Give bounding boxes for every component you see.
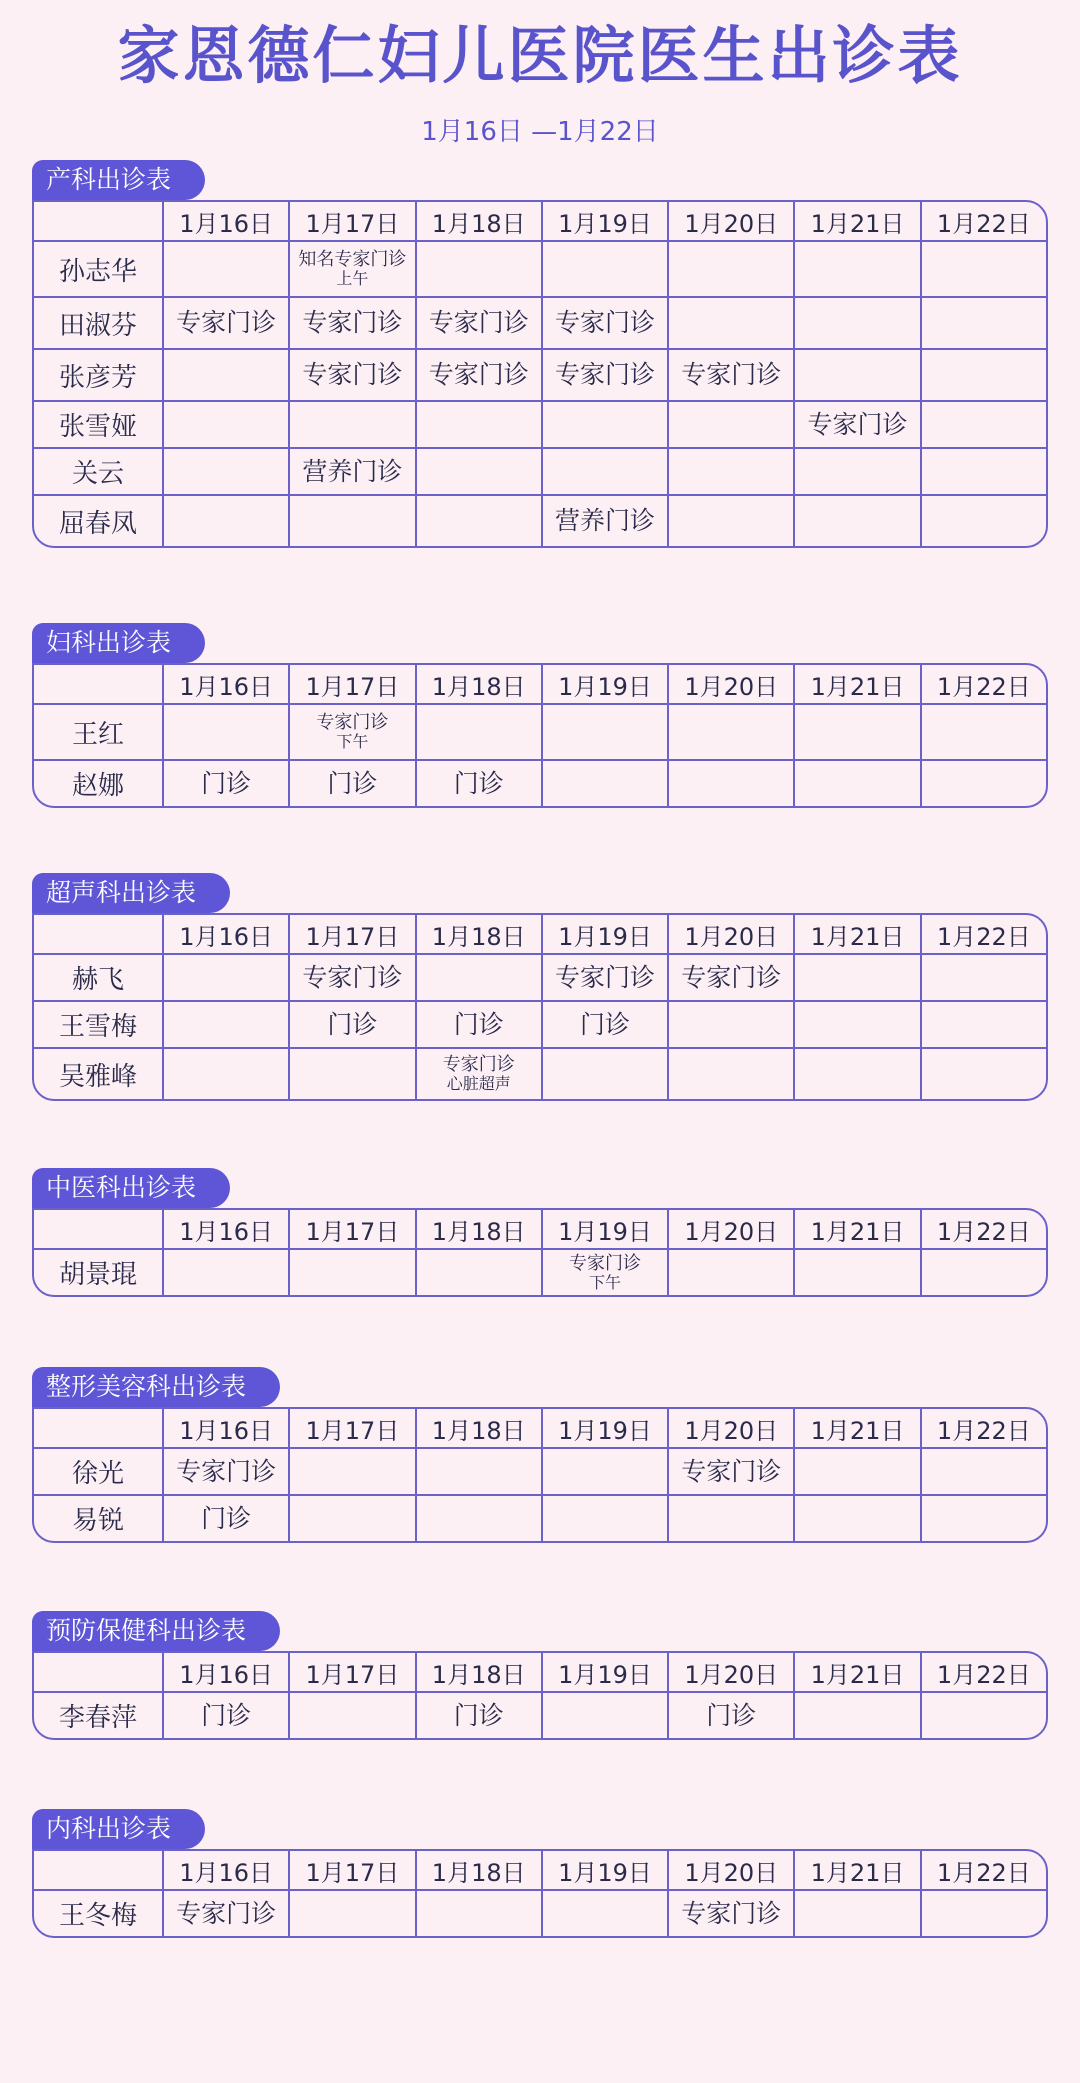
doctor-name-cell: 张彦芳 — [58, 362, 137, 393]
table-row — [34, 296, 1046, 348]
header-date-cell: 1月19日 — [541, 665, 667, 703]
schedule-cell — [920, 761, 1046, 806]
clinic-type-label: 专家门诊 — [428, 308, 529, 338]
schedule-cell — [793, 1049, 919, 1099]
table-header-row — [34, 1851, 1046, 1889]
header-corner-cell — [34, 1210, 162, 1248]
header-date-cell: 1月21日 — [793, 915, 919, 953]
header-date-cell: 1月21日 — [793, 1653, 919, 1691]
header-date-cell: 1月16日 — [162, 915, 288, 953]
schedule-cell — [541, 402, 667, 447]
clinic-type-label: 营养门诊 — [554, 506, 655, 536]
table-row — [34, 1494, 1046, 1541]
schedule-cell — [793, 449, 919, 494]
clinic-time-label: 上午 — [336, 269, 369, 289]
table-row — [34, 1447, 1046, 1494]
schedule-cell — [920, 955, 1046, 1000]
doctor-name-cell: 赵娜 — [71, 771, 124, 801]
schedule-cell — [162, 402, 288, 447]
doctor-name-cell: 王冬梅 — [58, 1901, 137, 1931]
schedule-cell — [920, 1049, 1046, 1099]
schedule-cell — [667, 761, 793, 806]
clinic-type-label: 门诊 — [453, 768, 504, 798]
section-title-tab: 中医科出诊表 — [32, 1168, 230, 1208]
table-header-row — [34, 1653, 1046, 1691]
doctor-name-cell: 王雪梅 — [58, 1012, 137, 1042]
schedule-cell — [667, 1002, 793, 1047]
schedule-cell — [541, 1049, 667, 1099]
schedule-cell — [793, 402, 919, 447]
header-date-cell: 1月19日 — [541, 1653, 667, 1691]
header-date-cell: 1月20日 — [667, 1653, 793, 1691]
clinic-type-label: 营养门诊 — [302, 456, 403, 486]
header-date-cell: 1月16日 — [162, 665, 288, 703]
schedule-table — [32, 913, 1048, 1101]
clinic-type-label: 门诊 — [201, 1700, 252, 1730]
table-row — [34, 1000, 1046, 1047]
schedule-table — [32, 663, 1048, 808]
schedule-cell — [541, 1496, 667, 1541]
header-date-cell: 1月19日 — [541, 202, 667, 240]
schedule-cell — [415, 1002, 541, 1047]
header-corner-cell — [34, 1409, 162, 1447]
schedule-cell — [920, 1891, 1046, 1936]
header-date-cell: 1月22日 — [920, 202, 1046, 240]
schedule-cell — [541, 242, 667, 296]
schedule-cell — [162, 1891, 288, 1936]
table-row — [34, 348, 1046, 400]
schedule-cell — [288, 1693, 414, 1738]
schedule-table — [32, 1651, 1048, 1740]
header-corner-cell — [34, 915, 162, 953]
schedule-cell — [288, 1002, 414, 1047]
table-row — [34, 1889, 1046, 1936]
clinic-type-label: 门诊 — [579, 1009, 630, 1039]
schedule-cell — [667, 449, 793, 494]
section-title-tab: 整形美容科出诊表 — [32, 1367, 280, 1407]
table-header-row — [34, 202, 1046, 240]
schedule-cell — [162, 1693, 288, 1738]
schedule-cell — [415, 496, 541, 546]
schedule-table — [32, 1407, 1048, 1543]
schedule-cell — [162, 955, 288, 1000]
schedule-cell — [793, 955, 919, 1000]
clinic-time-label: 下午 — [336, 732, 369, 752]
page-title: 家恩德仁妇儿医院医生出诊表 — [117, 19, 963, 92]
clinic-type-label: 专家门诊 — [176, 1456, 277, 1486]
schedule-cell — [415, 1891, 541, 1936]
schedule-cell — [920, 1250, 1046, 1295]
section-title-tab: 预防保健科出诊表 — [32, 1611, 280, 1651]
schedule-cell — [415, 449, 541, 494]
schedule-cell — [162, 761, 288, 806]
schedule-cell — [288, 402, 414, 447]
header-date-cell: 1月20日 — [667, 665, 793, 703]
schedule-cell — [541, 955, 667, 1000]
table-header-row — [34, 665, 1046, 703]
schedule-cell — [288, 242, 414, 296]
clinic-type-label: 专家门诊 — [302, 962, 403, 992]
table-row — [34, 703, 1046, 759]
clinic-type-label: 门诊 — [201, 1503, 252, 1533]
schedule-cell — [288, 298, 414, 348]
schedule-cell — [541, 1891, 667, 1936]
schedule-cell — [415, 955, 541, 1000]
header-corner-cell — [34, 202, 162, 240]
table-row — [34, 447, 1046, 494]
header-date-cell: 1月19日 — [541, 1409, 667, 1447]
clinic-type-label: 门诊 — [201, 768, 252, 798]
header-date-cell: 1月22日 — [920, 1409, 1046, 1447]
schedule-cell — [162, 1002, 288, 1047]
clinic-type-label: 专家门诊 — [442, 1054, 515, 1076]
doctor-name-cell: 关云 — [71, 459, 124, 489]
header-date-cell: 1月22日 — [920, 915, 1046, 953]
doctor-name-cell: 屈春凤 — [58, 508, 137, 539]
clinic-type-label: 门诊 — [706, 1700, 757, 1730]
header-date-cell: 1月22日 — [920, 1653, 1046, 1691]
schedule-cell — [793, 1693, 919, 1738]
header-date-cell: 1月18日 — [415, 665, 541, 703]
header-date-cell: 1月20日 — [667, 915, 793, 953]
section-title-tab: 妇科出诊表 — [32, 623, 205, 663]
table-row — [34, 1047, 1046, 1099]
schedule-cell — [541, 1449, 667, 1494]
schedule-cell — [541, 705, 667, 759]
schedule-cell — [541, 1250, 667, 1295]
schedule-cell — [920, 242, 1046, 296]
schedule-cell — [920, 496, 1046, 546]
doctor-name-cell: 胡景琨 — [58, 1260, 137, 1290]
schedule-cell — [288, 761, 414, 806]
header-date-cell: 1月19日 — [541, 1210, 667, 1248]
schedule-cell — [288, 496, 414, 546]
table-header-row — [34, 1409, 1046, 1447]
schedule-cell — [288, 705, 414, 759]
clinic-type-label: 专家门诊 — [428, 360, 529, 390]
schedule-cell — [667, 1496, 793, 1541]
header-date-cell: 1月17日 — [288, 202, 414, 240]
schedule-cell — [793, 1002, 919, 1047]
schedule-cell — [415, 298, 541, 348]
clinic-type-label: 专家门诊 — [176, 1898, 277, 1928]
header-date-cell: 1月18日 — [415, 1210, 541, 1248]
schedule-cell — [667, 242, 793, 296]
schedule-table — [32, 1849, 1048, 1938]
clinic-type-label: 专家门诊 — [554, 360, 655, 390]
schedule-cell — [920, 298, 1046, 348]
schedule-cell — [162, 705, 288, 759]
doctor-name-cell: 王红 — [71, 719, 124, 750]
header-date-cell: 1月16日 — [162, 202, 288, 240]
header-date-cell: 1月20日 — [667, 202, 793, 240]
header-date-cell: 1月20日 — [667, 1210, 793, 1248]
schedule-cell — [541, 496, 667, 546]
clinic-type-label: 门诊 — [327, 1009, 378, 1039]
clinic-type-label: 专家门诊 — [176, 308, 277, 338]
schedule-cell — [667, 350, 793, 400]
clinic-type-label: 专家门诊 — [316, 712, 389, 734]
section-title-tab: 内科出诊表 — [32, 1809, 205, 1849]
schedule-cell — [415, 402, 541, 447]
schedule-cell — [162, 1449, 288, 1494]
schedule-cell — [541, 761, 667, 806]
header-date-cell: 1月19日 — [541, 915, 667, 953]
header-date-cell: 1月20日 — [667, 1851, 793, 1889]
header-date-cell: 1月17日 — [288, 1653, 414, 1691]
schedule-cell — [667, 496, 793, 546]
table-row — [34, 400, 1046, 447]
schedule-cell — [920, 1002, 1046, 1047]
schedule-cell — [920, 402, 1046, 447]
header-date-cell: 1月17日 — [288, 1409, 414, 1447]
schedule-cell — [667, 705, 793, 759]
header-date-cell: 1月18日 — [415, 202, 541, 240]
schedule-cell — [793, 496, 919, 546]
clinic-time-label: 下午 — [588, 1272, 621, 1292]
doctor-name-cell: 张雪娅 — [58, 412, 137, 442]
table-header-row — [34, 915, 1046, 953]
table-row — [34, 953, 1046, 1000]
header-date-cell: 1月16日 — [162, 1210, 288, 1248]
schedule-cell — [667, 1693, 793, 1738]
schedule-cell — [288, 1891, 414, 1936]
schedule-cell — [920, 350, 1046, 400]
header-date-cell: 1月17日 — [288, 665, 414, 703]
section-title-tab: 产科出诊表 — [32, 160, 205, 200]
header-date-cell: 1月18日 — [415, 1409, 541, 1447]
clinic-type-label: 专家门诊 — [554, 962, 655, 992]
schedule-cell — [667, 298, 793, 348]
header-date-cell: 1月19日 — [541, 1851, 667, 1889]
header-date-cell: 1月16日 — [162, 1409, 288, 1447]
schedule-cell — [415, 350, 541, 400]
schedule-cell — [793, 761, 919, 806]
schedule-cell — [920, 1496, 1046, 1541]
clinic-type-label: 专家门诊 — [554, 308, 655, 338]
schedule-cell — [162, 1250, 288, 1295]
schedule-cell — [793, 1250, 919, 1295]
header-corner-cell — [34, 1851, 162, 1889]
schedule-cell — [415, 242, 541, 296]
schedule-cell — [162, 1496, 288, 1541]
schedule-cell — [793, 1891, 919, 1936]
schedule-cell — [541, 449, 667, 494]
clinic-type-label: 专家门诊 — [681, 360, 782, 390]
schedule-cell — [541, 1002, 667, 1047]
table-row — [34, 240, 1046, 296]
schedule-cell — [793, 298, 919, 348]
header-date-cell: 1月22日 — [920, 1210, 1046, 1248]
schedule-cell — [415, 1049, 541, 1099]
schedule-cell — [793, 1449, 919, 1494]
table-row — [34, 494, 1046, 546]
header-date-cell: 1月20日 — [667, 1409, 793, 1447]
schedule-cell — [667, 955, 793, 1000]
schedule-cell — [793, 350, 919, 400]
header-date-cell: 1月21日 — [793, 202, 919, 240]
header-date-cell: 1月17日 — [288, 1851, 414, 1889]
doctor-name-cell: 李春萍 — [58, 1703, 137, 1733]
header-date-cell: 1月16日 — [162, 1851, 288, 1889]
header-date-cell: 1月16日 — [162, 1653, 288, 1691]
schedule-cell — [415, 1449, 541, 1494]
header-date-cell: 1月22日 — [920, 665, 1046, 703]
table-row — [34, 1691, 1046, 1738]
table-row — [34, 759, 1046, 806]
clinic-time-label: 心脏超声 — [446, 1074, 511, 1094]
schedule-cell — [793, 242, 919, 296]
schedule-table — [32, 200, 1048, 548]
schedule-cell — [162, 298, 288, 348]
schedule-cell — [288, 1449, 414, 1494]
clinic-type-label: 知名专家门诊 — [298, 249, 407, 271]
clinic-type-label: 专家门诊 — [681, 1456, 782, 1486]
schedule-cell — [667, 402, 793, 447]
doctor-name-cell: 孙志华 — [58, 256, 137, 287]
clinic-type-label: 门诊 — [453, 1009, 504, 1039]
schedule-cell — [415, 705, 541, 759]
schedule-cell — [667, 1891, 793, 1936]
doctor-name-cell: 易锐 — [71, 1506, 124, 1536]
clinic-type-label: 专家门诊 — [681, 1898, 782, 1928]
header-date-cell: 1月18日 — [415, 1653, 541, 1691]
schedule-cell — [288, 1496, 414, 1541]
schedule-cell — [288, 955, 414, 1000]
doctor-name-cell: 赫飞 — [71, 965, 124, 995]
header-date-cell: 1月21日 — [793, 665, 919, 703]
schedule-cell — [667, 1449, 793, 1494]
table-header-row — [34, 1210, 1046, 1248]
header-date-cell: 1月18日 — [415, 1851, 541, 1889]
schedule-cell — [415, 1693, 541, 1738]
clinic-type-label: 专家门诊 — [568, 1252, 641, 1274]
schedule-cell — [162, 496, 288, 546]
schedule-cell — [920, 1449, 1046, 1494]
schedule-cell — [162, 449, 288, 494]
schedule-cell — [288, 1250, 414, 1295]
doctor-name-cell: 吴雅峰 — [58, 1061, 137, 1092]
clinic-type-label: 门诊 — [327, 768, 378, 798]
doctor-name-cell: 田淑芬 — [58, 310, 137, 341]
header-date-cell: 1月22日 — [920, 1851, 1046, 1889]
header-date-cell: 1月21日 — [793, 1851, 919, 1889]
header-date-cell: 1月17日 — [288, 1210, 414, 1248]
clinic-type-label: 专家门诊 — [302, 308, 403, 338]
schedule-cell — [162, 350, 288, 400]
clinic-type-label: 专家门诊 — [681, 962, 782, 992]
schedule-cell — [920, 1693, 1046, 1738]
header-date-cell: 1月21日 — [793, 1409, 919, 1447]
date-range: 1月16日 —1月22日 — [421, 117, 659, 147]
header-date-cell: 1月21日 — [793, 1210, 919, 1248]
schedule-cell — [162, 1049, 288, 1099]
clinic-type-label: 专家门诊 — [807, 409, 908, 439]
schedule-cell — [288, 350, 414, 400]
schedule-cell — [415, 761, 541, 806]
schedule-cell — [541, 298, 667, 348]
schedule-cell — [288, 1049, 414, 1099]
schedule-table — [32, 1208, 1048, 1297]
schedule-cell — [541, 1693, 667, 1738]
schedule-cell — [162, 242, 288, 296]
schedule-cell — [667, 1049, 793, 1099]
clinic-type-label: 门诊 — [453, 1700, 504, 1730]
schedule-cell — [667, 1250, 793, 1295]
schedule-cell — [415, 1496, 541, 1541]
header-date-cell: 1月17日 — [288, 915, 414, 953]
header-corner-cell — [34, 1653, 162, 1691]
clinic-type-label: 专家门诊 — [302, 360, 403, 390]
header-date-cell: 1月18日 — [415, 915, 541, 953]
schedule-cell — [920, 449, 1046, 494]
schedule-cell — [793, 705, 919, 759]
doctor-name-cell: 徐光 — [71, 1459, 124, 1489]
schedule-cell — [415, 1250, 541, 1295]
schedule-cell — [793, 1496, 919, 1541]
section-title-tab: 超声科出诊表 — [32, 873, 230, 913]
schedule-cell — [541, 350, 667, 400]
schedule-cell — [288, 449, 414, 494]
schedule-cell — [920, 705, 1046, 759]
header-corner-cell — [34, 665, 162, 703]
table-row — [34, 1248, 1046, 1295]
